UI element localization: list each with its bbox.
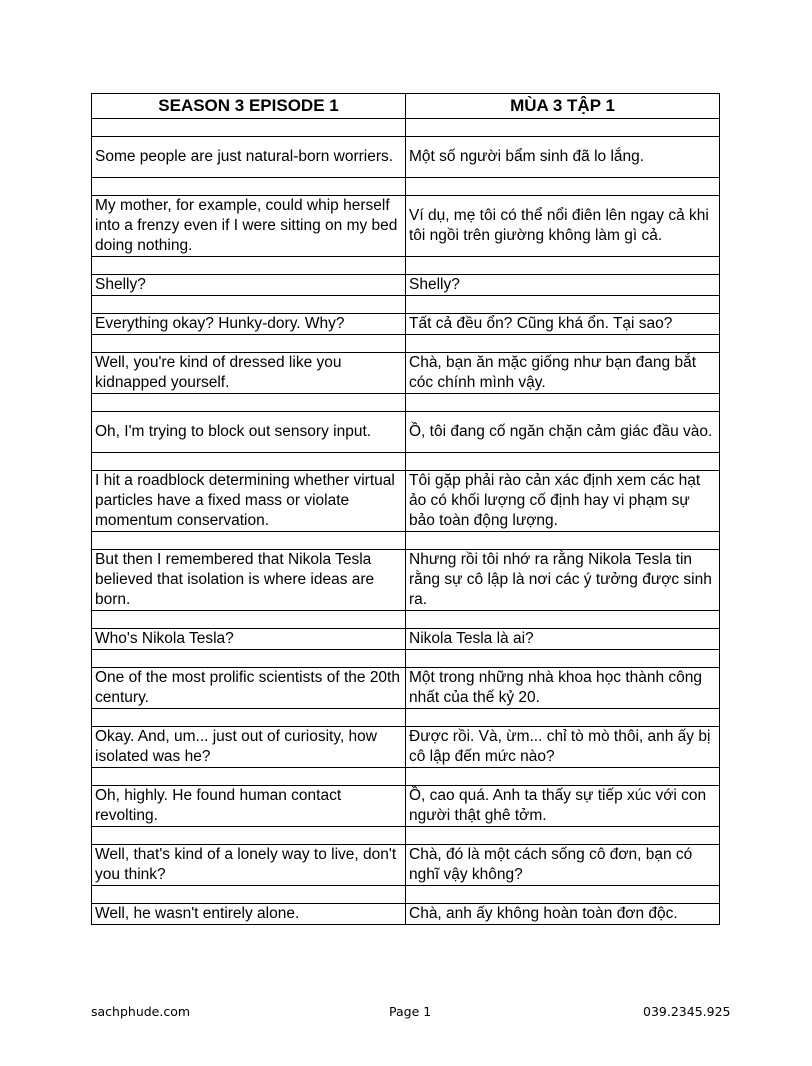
english-cell: Well, he wasn't entirely alone.: [92, 904, 406, 925]
blank-row: [92, 709, 720, 727]
vietnamese-cell: Chà, anh ấy không hoàn toàn đơn độc.: [406, 904, 720, 925]
table-row: [92, 412, 720, 453]
table-row: [92, 727, 720, 768]
table-row: [92, 471, 720, 532]
vietnamese-cell: Ví dụ, mẹ tôi có thể nổi điên lên ngay cả khi tôi ngồi trên giường không làm gì cả.: [406, 196, 720, 257]
table-row: [92, 196, 720, 257]
blank-row: [92, 827, 720, 845]
english-cell: Who's Nikola Tesla?: [92, 629, 406, 650]
header-vietnamese: MÙA 3 TẬP 1: [406, 94, 720, 119]
blank-row: [92, 453, 720, 471]
vietnamese-cell: Shelly?: [406, 275, 720, 296]
table-row: [92, 137, 720, 178]
english-cell: Well, you're kind of dressed like you kidnapped yourself.: [92, 353, 406, 394]
table-row: [92, 786, 720, 827]
vietnamese-cell: Nhưng rồi tôi nhớ ra rằng Nikola Tesla tin rằng sự cô lập là nơi các ý tưởng được sinh ra.: [406, 550, 720, 611]
vietnamese-cell: Chà, đó là một cách sống cô đơn, bạn có nghĩ vậy không?: [406, 845, 720, 886]
blank-row: [92, 768, 720, 786]
blank-row: [92, 335, 720, 353]
english-cell: Okay. And, um... just out of curiosity, how isolated was he?: [92, 727, 406, 768]
english-cell: I hit a roadblock determining whether virtual particles have a fixed mass or violate momentum conservation.: [92, 471, 406, 532]
footer-website: sachphude.com: [91, 1004, 191, 1019]
blank-row: [92, 257, 720, 275]
blank-row: [92, 650, 720, 668]
header-row: [92, 94, 720, 119]
english-cell: One of the most prolific scientists of the 20th century.: [92, 668, 406, 709]
vietnamese-cell: Nikola Tesla là ai?: [406, 629, 720, 650]
subtitle-table: [91, 93, 720, 925]
vietnamese-cell: Một trong những nhà khoa học thành công nhất của thế kỷ 20.: [406, 668, 720, 709]
table-row: [92, 904, 720, 925]
english-cell: Oh, I'm trying to block out sensory input.: [92, 412, 406, 453]
vietnamese-cell: Ồ, cao quá. Anh ta thấy sự tiếp xúc với con người thật ghê tởm.: [406, 786, 720, 827]
table-row: [92, 275, 720, 296]
table-row: [92, 314, 720, 335]
blank-row: [92, 178, 720, 196]
blank-row: [92, 611, 720, 629]
english-cell: But then I remembered that Nikola Tesla believed that isolation is where ideas are born.: [92, 550, 406, 611]
english-cell: Oh, highly. He found human contact revolting.: [92, 786, 406, 827]
blank-row: [92, 394, 720, 412]
table-row: [92, 668, 720, 709]
header-english: SEASON 3 EPISODE 1: [92, 94, 406, 119]
blank-row: [92, 532, 720, 550]
vietnamese-cell: Được rồi. Và, ừm... chỉ tò mò thôi, anh ấy bị cô lập đến mức nào?: [406, 727, 720, 768]
table-row: [92, 353, 720, 394]
vietnamese-cell: Một số người bẩm sinh đã lo lắng.: [406, 137, 720, 178]
vietnamese-cell: Tôi gặp phải rào cản xác định xem các hạt ảo có khối lượng cố định hay vi phạm sự bảo toàn động lượng.: [406, 471, 720, 532]
table-row: [92, 845, 720, 886]
vietnamese-cell: Ồ, tôi đang cố ngăn chặn cảm giác đầu vào.: [406, 412, 720, 453]
blank-row: [92, 119, 720, 137]
english-cell: My mother, for example, could whip herself into a frenzy even if I were sitting on my bed doing nothing.: [92, 196, 406, 257]
footer-phone: 039.2345.925: [643, 1004, 731, 1019]
english-cell: Everything okay? Hunky-dory. Why?: [92, 314, 406, 335]
blank-row: [92, 886, 720, 904]
table-row: [92, 629, 720, 650]
vietnamese-cell: Tất cả đều ổn? Cũng khá ổn. Tại sao?: [406, 314, 720, 335]
footer-page-number: Page 1: [389, 1004, 432, 1019]
blank-row: [92, 296, 720, 314]
english-cell: Shelly?: [92, 275, 406, 296]
english-cell: Well, that's kind of a lonely way to live, don't you think?: [92, 845, 406, 886]
table-row: [92, 550, 720, 611]
english-cell: Some people are just natural-born worriers.: [92, 137, 406, 178]
vietnamese-cell: Chà, bạn ăn mặc giống như bạn đang bắt cóc chính mình vậy.: [406, 353, 720, 394]
